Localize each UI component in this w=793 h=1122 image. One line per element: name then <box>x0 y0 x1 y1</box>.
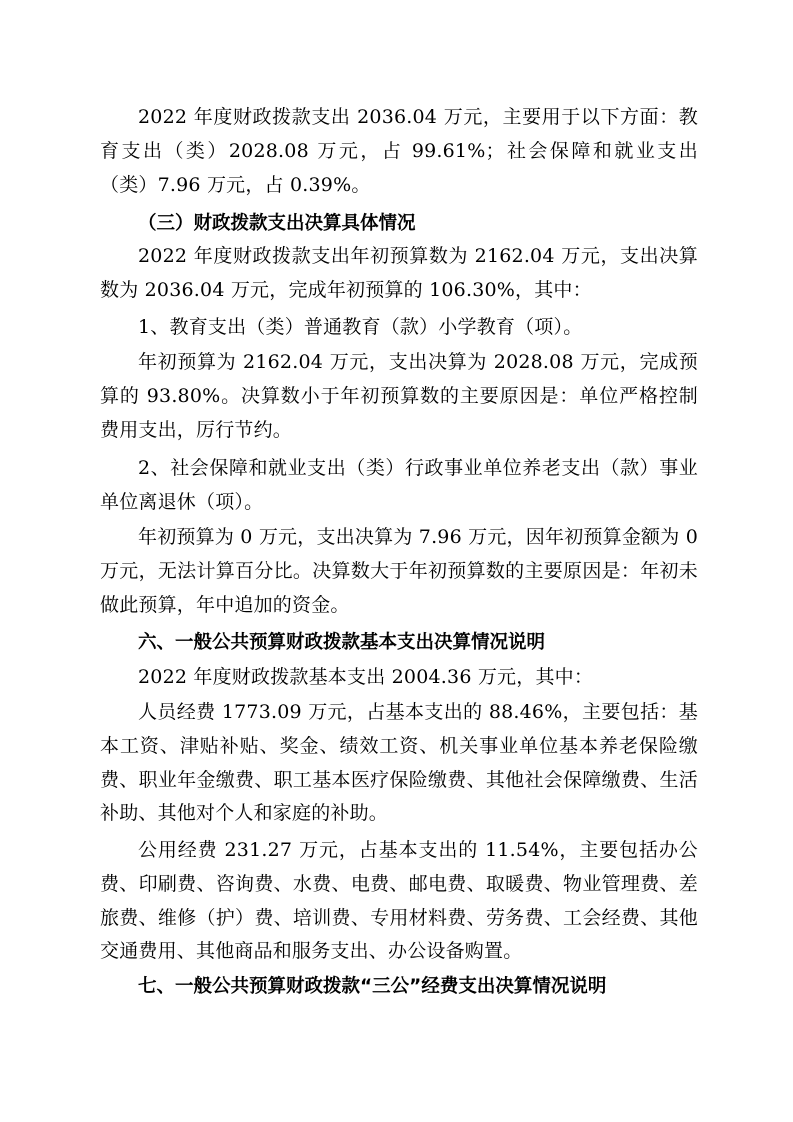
paragraph-item-2-detail: 年初预算为 0 万元，支出决算为 7.96 万元，因年初预算金额为 0 万元，无法计算百分比。决算数大于年初预算数的主要原因是：年初未做此预算，年中追加的资金。 <box>100 526 698 616</box>
paragraph-item-1-detail: 年初预算为 2162.04 万元，支出决算为 2028.08 万元，完成预算的 93.80%。决算数小于年初预算数的主要原因是：单位严格控制费用支出，厉行节约。 <box>100 351 698 441</box>
paragraph-public-costs: 公用经费 231.27 万元，占基本支出的 11.54%，主要包括办公费、印刷费、咨询费、水费、电费、邮电费、取暖费、物业管理费、差旅费、维修（护）费、培训费、专用材料费、劳务费、工会经费、其他交通费用、其他商品和服务支出、办公设备购置。 <box>100 839 698 963</box>
paragraph-personnel-costs: 人员经费 1773.09 万元，占基本支出的 88.46%，主要包括：基本工资、津贴补贴、奖金、绩效工资、机关事业单位基本养老保险缴费、职业年金缴费、职工基本医疗保险缴费、其他社会保障缴费、生活补助、其他对个人和家庭的补助。 <box>100 701 698 825</box>
section-heading-3: （三）财政拨款支出决算具体情况 <box>138 213 416 234</box>
paragraph-budget-completion: 2022 年度财政拨款支出年初预算数为 2162.04 万元，支出决算数为 2036.04 万元，完成年初预算的 106.30%，其中： <box>100 245 698 301</box>
paragraph-basic-expenditure: 2022 年度财政拨款基本支出 2004.36 万元，其中： <box>138 666 594 688</box>
paragraph-expenditure-summary: 2022 年度财政拨款支出 2036.04 万元，主要用于以下方面：教育支出（类）2028.08 万元，占 99.61%；社会保障和就业支出（类）7.96 万元，占 0.39%。 <box>100 106 698 196</box>
paragraph-item-2-title: 2、社会保障和就业支出（类）行政事业单位养老支出（款）事业单位离退休（项）。 <box>100 457 698 513</box>
section-heading-6: 六、一般公共预算财政拨款基本支出决算情况说明 <box>138 632 546 653</box>
paragraph-item-1-title: 1、教育支出（类）普通教育（款）小学教育（项）。 <box>138 316 583 338</box>
section-heading-7: 七、一般公共预算财政拨款“三公”经费支出决算情况说明 <box>138 976 607 997</box>
